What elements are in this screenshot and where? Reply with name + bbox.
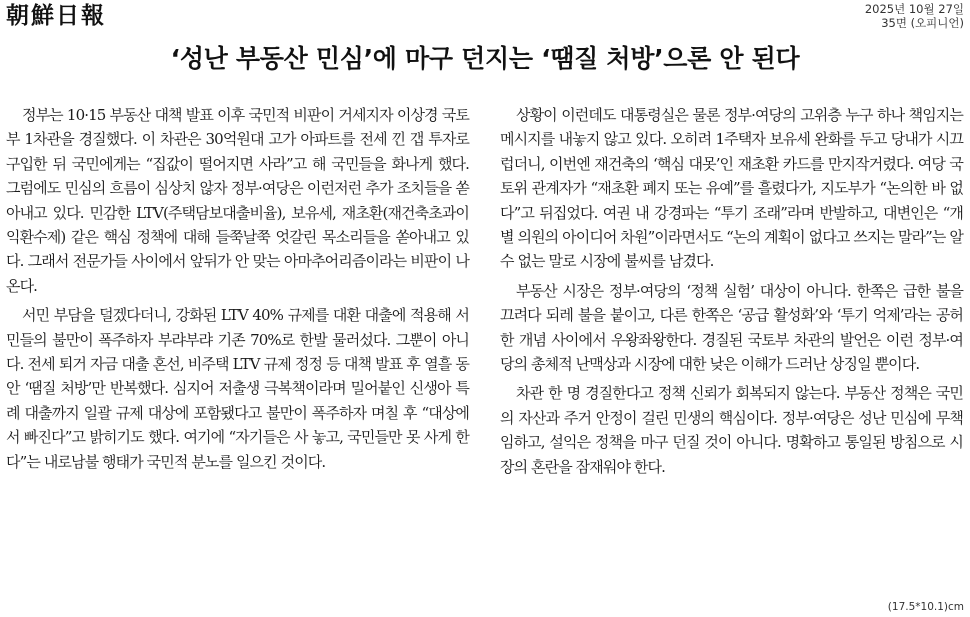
clipping-dimension: (17.5*10.1)cm: [887, 601, 964, 613]
article-paragraph: 상황이 이런데도 대통령실은 물론 정부·여당의 고위층 누구 하나 책임지는 메시지를 내놓지 않고 있다. 오히려 1주택자 보유세 완화를 두고 당내가 시끄럽더니, 이번엔 재건축의 ‘핵심 대못’인 재초환 카드를 만지작거렸다. 여당 국토위 관계자가 “재초환 폐지 또는 유예”를 흘렸다가, 지도부가 “논의한 바 없다”고 뒤집었다. 여권 내 강경파는 “투기 조래”라며 반발하고, 대변인은 “개별 의원의 아이디어 차원”이라면서도 “논의 계획이 없다고 쓰지는 말라”는 알 수 없는 말로 시장에 불씨를 남겼다.: [500, 106, 963, 271]
newspaper-masthead: 朝鮮日報: [6, 2, 106, 29]
article-paragraph: 부동산 시장은 정부·여당의 ‘정책 실험’ 대상이 아니다. 한쪽은 급한 불을 끄려다 되레 불을 붙이고, 다른 한쪽은 ‘공급 활성화’와 ‘투기 억제’라는 공허한 개념 사이에서 우왕좌왕한다. 경질된 국토부 차관의 발언은 이런 정부·여당의 총체적 난맥상과 시장에 대한 낮은 이해가 드러난 상징일 뿐이다.: [500, 281, 963, 374]
article-headline: ‘성난 부동산 민심’에 마구 던지는 ‘땜질 처방’으론 안 된다: [170, 44, 800, 73]
page-section: 35면 (오피니언): [881, 16, 964, 30]
article-column-left: [6, 103, 469, 479]
article-paragraph: 정부는 10·15 부동산 대책 발표 이후 국민적 비판이 거세지자 이상경 국토부 1차관을 경질했다. 이 차관은 30억원대 고가 아파트를 전세 낀 갭 투자로 구입한 뒤 국민에게는 “집값이 떨어지면 사라”고 해 국민들을 화나게 했다. 그럼에도 민심의 흐름이 심상치 않자 정부·여당은 이런저런 추가 조치들을 쏟아내고 있다. 민감한 LTV(주택담보대출비율), 보유세, 재초환(재건축초과이익환수제) 같은 핵심 정책에 대해 들쭉날쭉 엇갈린 목소리들을 쏟아내고 있다. 그래서 전문가들 사이에서 앞뒤가 안 맞는 아마추어리즘이라는 비판이 나온다.: [6, 106, 469, 295]
article-paragraph: 차관 한 명 경질한다고 정책 신뢰가 회복되지 않는다. 부동산 정책은 국민의 자산과 주거 안정이 걸린 민생의 핵심이다. 정부·여당은 성난 민심에 무책임하고, 설익은 정책을 마구 던질 것이 아니다. 명확하고 통일된 방침으로 시장의 혼란을 잠재워야 한다.: [500, 384, 963, 476]
article-paragraph: 서민 부담을 덜겠다더니, 강화된 LTV 40% 규제를 대환 대출에 적용해 서민들의 불만이 폭주하자 부랴부랴 기존 70%로 한발 물러섰다. 그뿐이 아니다. 전세 퇴거 자금 대출 혼선, 비주택 LTV 규제 정정 등 대책 발표 후 열흘 동안 ‘땜질 처방’만 반복했다. 심지어 저출생 극복책이라며 밀어붙인 신생아 특례 대출까지 일괄 규제 대상에 포함됐다고 불만이 폭주하자 며칠 후 “대상에서 빠진다”고 밝히기도 했다. 여기에 “자기들은 사 놓고, 국민들만 못 사게 한다”는 내로남불 행태가 국민적 분노를 일으킨 것이다.: [6, 306, 469, 471]
publication-date: 2025년 10월 27일: [864, 2, 964, 16]
publication-info: [865, 2, 964, 30]
article-column-right: [500, 103, 963, 484]
